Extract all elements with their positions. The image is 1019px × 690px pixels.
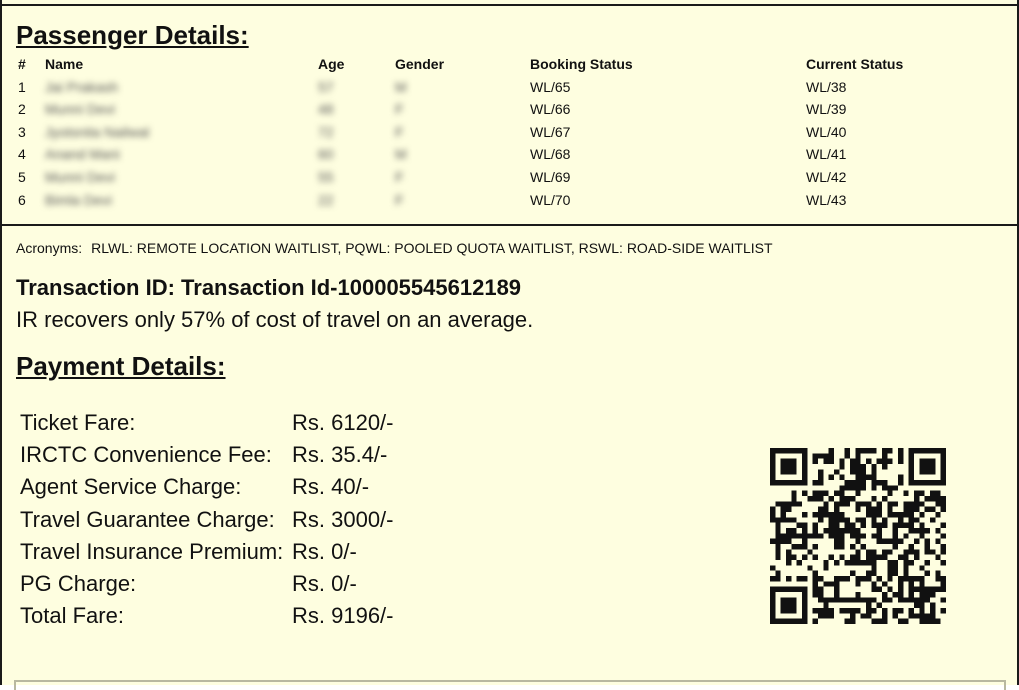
passenger-gender: F (395, 101, 404, 118)
passenger-rows (16, 79, 1006, 215)
passenger-booking-status: WL/67 (530, 123, 571, 140)
acronyms-line (16, 240, 773, 256)
header-gender: Gender (395, 56, 445, 72)
payment-value: Rs. 35.4/- (292, 442, 388, 468)
passenger-row (16, 79, 1006, 102)
passenger-name: Anand Mani (45, 146, 120, 163)
passenger-age: 57 (318, 78, 334, 95)
recovery-note: IR recovers only 57% of cost of travel on an average. (16, 307, 534, 332)
payment-label: IRCTC Convenience Fee: (20, 442, 272, 468)
acronyms-text: RLWL: REMOTE LOCATION WAITLIST, PQWL: POOLED QUOTA WAITLIST, RSWL: ROAD-SIDE WAITLIST (91, 240, 773, 256)
passenger-num: 2 (18, 101, 26, 118)
passenger-table (16, 56, 1006, 214)
passenger-table-header (16, 56, 1006, 79)
passenger-num: 6 (18, 191, 26, 208)
payment-value: Rs. 40/- (292, 474, 370, 500)
payment-list (20, 410, 440, 635)
passenger-row (16, 192, 1006, 215)
passenger-name: Munni Devi (45, 168, 116, 185)
passenger-details-title: Passenger Details: (16, 20, 249, 50)
payment-value: Rs. 0/- (292, 538, 357, 564)
passenger-booking-status: WL/69 (530, 168, 571, 185)
payment-value: Rs. 3000/- (292, 506, 394, 532)
passenger-booking-status: WL/70 (530, 191, 571, 208)
passenger-gender: M (395, 78, 407, 95)
payment-label: PG Charge: (20, 570, 137, 596)
passenger-current-status: WL/38 (806, 78, 847, 95)
payment-row (20, 571, 440, 603)
payment-value: Rs. 9196/- (292, 603, 394, 629)
header-booking-status: Booking Status (530, 56, 633, 72)
qr-code-icon (770, 448, 946, 624)
header-name: Name (45, 56, 84, 72)
payment-row (20, 507, 440, 539)
passenger-age: 22 (318, 191, 334, 208)
passenger-gender: F (395, 191, 404, 208)
passenger-booking-status: WL/66 (530, 101, 571, 118)
passenger-row (16, 101, 1006, 124)
payment-label: Travel Guarantee Charge: (20, 506, 275, 532)
passenger-current-status: WL/43 (806, 191, 847, 208)
payment-label: Travel Insurance Premium: (20, 538, 284, 564)
passenger-age: 48 (318, 101, 334, 118)
passenger-current-status: WL/40 (806, 123, 847, 140)
passenger-name: Jai Prakash (45, 78, 119, 95)
passenger-row (16, 169, 1006, 192)
payment-value: Rs. 0/- (292, 570, 357, 596)
header-age: Age (318, 56, 345, 72)
header-num: # (18, 56, 26, 72)
passenger-num: 4 (18, 146, 26, 163)
passenger-booking-status: WL/65 (530, 78, 571, 95)
passenger-current-status: WL/41 (806, 146, 847, 163)
passenger-gender: F (395, 123, 404, 140)
payment-details-title: Payment Details: (16, 351, 226, 381)
payment-label: Agent Service Charge: (20, 474, 242, 500)
payment-label: Ticket Fare: (20, 410, 136, 435)
payment-row (20, 410, 440, 442)
passenger-num: 3 (18, 123, 26, 140)
payment-row (20, 539, 440, 571)
passenger-num: 5 (18, 168, 26, 185)
passenger-gender: M (395, 146, 407, 163)
passenger-row (16, 124, 1006, 147)
acronyms-label: Acronyms: (16, 240, 83, 256)
passenger-current-status: WL/42 (806, 168, 847, 185)
passenger-name: Jyotsnita Nailwal (45, 123, 150, 140)
header-current-status: Current Status (806, 56, 904, 72)
passenger-age: 60 (318, 146, 334, 163)
passenger-num: 1 (18, 78, 26, 95)
passenger-name: Munni Devi (45, 101, 116, 118)
passenger-current-status: WL/39 (806, 101, 847, 118)
payment-label: Total Fare: (20, 603, 124, 629)
payment-row (20, 603, 440, 635)
top-rule (2, 4, 1017, 6)
passenger-booking-status: WL/68 (530, 146, 571, 163)
payment-row (20, 442, 440, 474)
passenger-age: 72 (318, 123, 334, 140)
payment-row (20, 474, 440, 506)
passenger-gender: F (395, 168, 404, 185)
passenger-age: 55 (318, 168, 334, 185)
next-section-box (14, 680, 1006, 690)
payment-value: Rs. 6120/- (292, 410, 394, 435)
passenger-row (16, 146, 1006, 169)
section-divider (2, 224, 1017, 226)
passenger-name: Bimla Devi (45, 191, 112, 208)
transaction-id: Transaction ID: Transaction Id-100005545612189 (16, 275, 522, 300)
